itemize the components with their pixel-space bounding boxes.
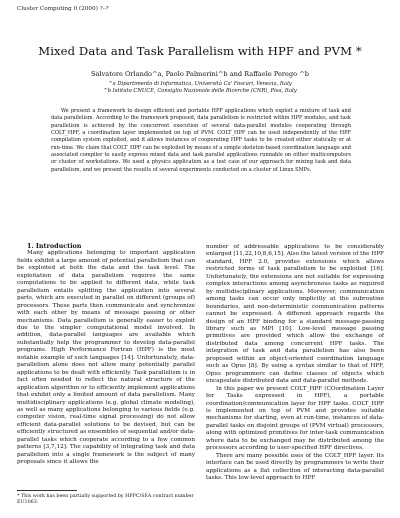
footnote-rule	[17, 490, 77, 491]
abstract: We present a framework to design efficient and portable HPF applications which exploit a mixture of task and data parallelism. According to the framework proposed, data parallelism is restricted within HPF modules, and task parallelism is achieved by the concurrent execution of several data-parallel modules cooperating through COLT_HPF, a coordination layer implemented on top of PVM. COLT_HPF can be used independently of the HPF compilation system exploited, and it allows instances of cooperating HPF tasks to be created either statically or at run-time. We claim that COLT_HPF can be exploited by means of a simple skeleton-based coordination language and associated compiler to easily express mixed data and task parallel applications runnable on either multicomputers or cluster of workstations. We used a physics application as a test case of our approach for mixing task and data parallelism, and we present the results of several experiments conducted on a cluster of Linux SMPs.	[51, 108, 351, 173]
left-paragraph-1: Many applications belonging to important application fields exhibit a large amount of potential parallelism that can be exploited at both the data and the task level. The exploitation of data parallelism requires the same computations to be applied to different data, while task parallelism entails splitting the application into several parts, which are executed in parallel on different (groups of) processors. These parts then communicate and synchronize with each other by means of message passing or other mechanisms. Data parallelism is generally easier to exploit due to the simpler computational model involved. In addition, data-parallel languages are available which substantially help the programmer to develop data-parallel programs. High Performance Fortran (HPF) is the most notable example of such languages [14]. Unfortunately, data-parallelism alone does not allow many potentially parallel applications to be dealt with efficiently. Task parallelism is in fact often needed to reflect the natural structure of the application algorithm or to efficiently implement applications that exhibit only a limited amount of data parallelism. Many multidisciplinary applications (e.g. global climate modeling), as well as many applications belonging to various fields (e.g. computer vision, real-time signal processing) do not allow efficient data-parallel solutions to be devised, but can be efficiently structured as ensembles of sequential and/or data-parallel tasks which cooperate according to a few common patterns [3,7,12]. The capability of integrating task and data parallelism into a single framework is the subject of many proposals since it allows the	[17, 250, 195, 466]
right-paragraph-2: In this paper we present COLT_HPF (COordination Layer for Tasks expressed in HPF), a portable coordination/communication layer for HPF tasks. COLT_HPF is implemented on top of PVM and provides suitable mechanisms for starting, even at run-time, instances of data-parallel tasks on disjoint groups of (PVM virtual) processors, along with optimized primitives for inter-task communication where data to be exchanged may be distributed among the processors according to user-specified HPF directives.	[206, 385, 384, 452]
footnote: * This work has been partially supported by HPPC/SEA contract number EU1063.	[17, 494, 194, 506]
paper-title: Mixed Data and Task Parallelism with HPF and PVM *	[38, 44, 362, 58]
right-paragraph-1: number of addressable applications to be considerably enlarged [11,22,10,8,6,15]. Also the latest version of the HPF standard, HPF 2.0, provides extensions which allows restricted forms of task parallelism to be exploited [16]. Unfortunately, the extensions are not suitable for expressing complex interactions among asynchronous tasks as required by multidisciplinary applications. Moreover, communication among tasks can occur only implicitly at the subroutine boundaries, and non-deterministic communication patterns cannot be expressed. A different approach regards the design of an HPF binding for a standard message-passing library such as MPI [10]. Low-level message passing primitives are provided which allow the exchange of distributed data among concurrent HPF tasks. The integration of task and data parallelism has also been proposed within an object-oriented coordination language such as Opus [8]. By using a syntax similar to that of HPF, Opus programmers can define classes of objects which encapsulate distributed data and data-parallel methods.	[206, 244, 384, 385]
section-heading: 1. Introduction	[27, 242, 82, 250]
author-list: Salvatore Orlando^a, Paolo Palmerini^b and Raffaele Perego ^b	[91, 70, 309, 78]
left-column	[17, 243, 195, 467]
right-column	[206, 244, 384, 483]
affiliation-b: ^b Istituto CNUCE, Consiglio Nazionale delle Ricerche (CNR), Pisa, Italy	[103, 88, 297, 94]
right-paragraph-3: There are many possible uses of the COLT_HPF layer. Its interface can be used directly by programmers to write their applications as a flat collection of interacting data-parallel tasks. This low-level approach to HPF	[206, 452, 384, 482]
affiliation-a: ^a Dipartimento di Informatica, Università Ca' Foscari, Venezia, Italy	[108, 81, 292, 87]
running-header: Cluster Computing 0 (2000) ?–?	[17, 6, 109, 12]
